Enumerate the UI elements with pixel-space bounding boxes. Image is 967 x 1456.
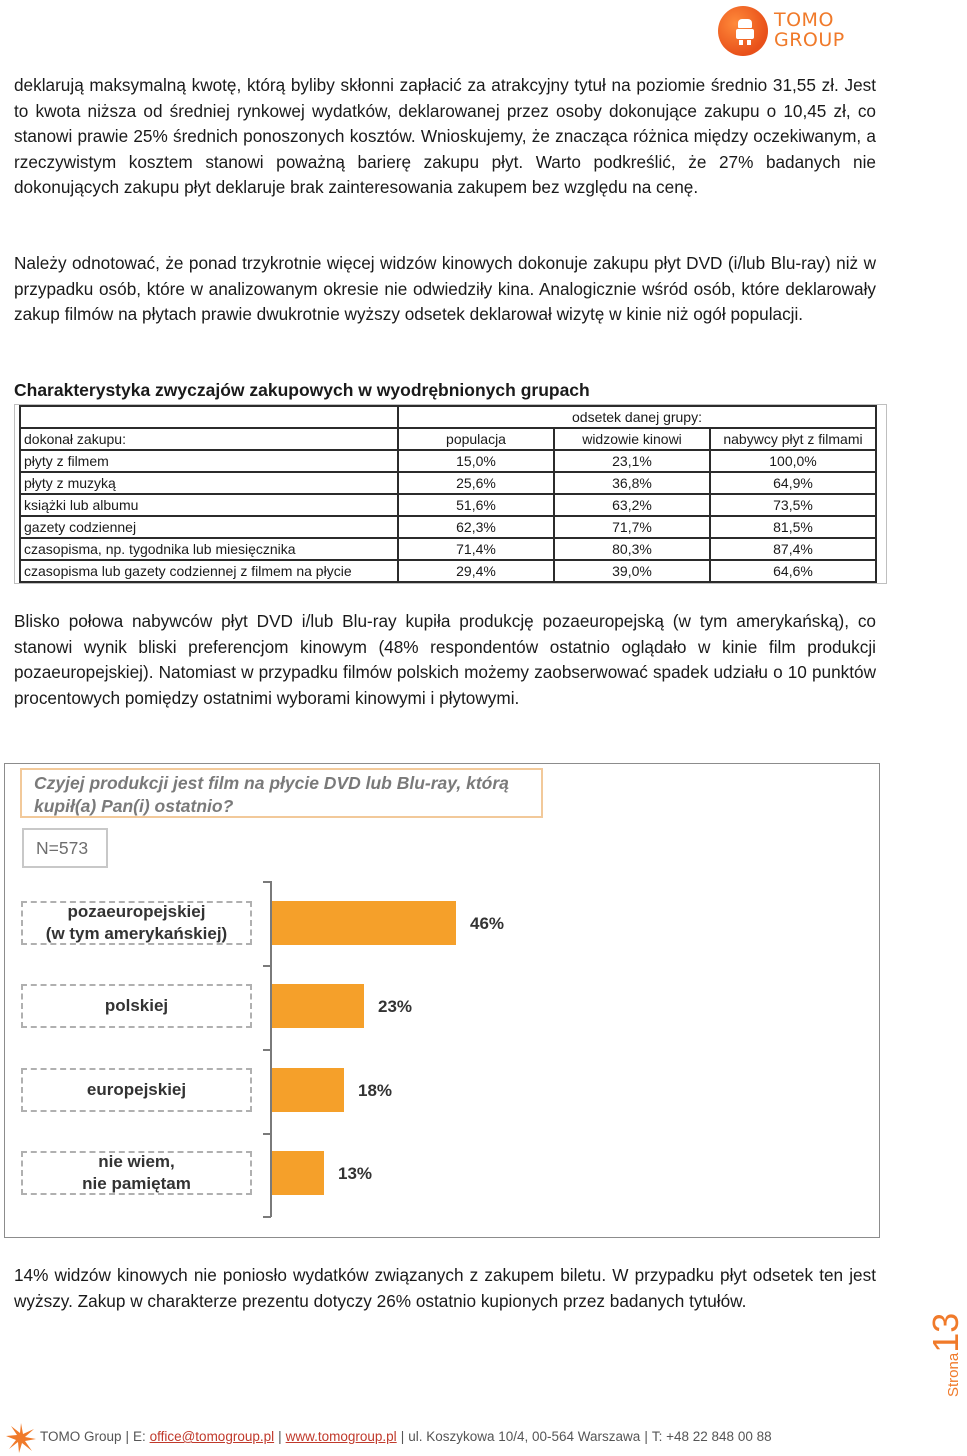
- table-cell-value: 63,2%: [554, 494, 710, 516]
- chart-axis-tick: [263, 1216, 271, 1218]
- footer-phone-label: T:: [651, 1429, 663, 1444]
- chart-category-line: nie wiem,: [98, 1152, 175, 1171]
- paragraph-gift-purchases: 14% widzów kinowych nie poniosło wydatków związanych z zakupem biletu. W przypadku płyt odsetek ten jest wyższy. Zakup w charakterze prezentu dotyczy 26% ostatnio kupionych przez badanych tytułów.: [14, 1265, 876, 1311]
- footer-contact: TOMO Group | E: office@tomogroup.pl | www.tomogroup.pl | ul. Koszykowa 10/4, 00-564 Warszawa | T: +48 22 848 00 88: [40, 1429, 772, 1444]
- table-row: [20, 560, 876, 582]
- chart-category-line: (w tym amerykańskiej): [45, 924, 228, 943]
- table-cell-value: 29,4%: [398, 560, 554, 582]
- table-row: [20, 472, 876, 494]
- logo-circle-icon: [718, 6, 768, 56]
- paragraph-price-declaration: deklarują maksymalną kwotę, którą byliby skłonni zapłacić za atrakcyjny tytuł na poziomie średnio 31,55 zł. Jest to kwota niższa od średniej rynkowej wydatków, deklarowanej przez osoby dokonujące zakupu o 10,45 zł, co stanowi prawie 25% średnich ponoszonych kosztów. Wnioskujemy, że znacząca różnica między oczekiwanym, a rzeczywistym kosztem stanowi poważną barierę zakupu płyt. Warto podkreślić, że 27% badanych nie dokonujących zakupu płyt deklaruje brak zainteresowania zakupem bez względu na cenę.: [14, 75, 876, 198]
- table-row: [20, 516, 876, 538]
- chart-category-line: pozaeuropejskiej: [67, 902, 206, 921]
- table-cell-value: 62,3%: [398, 516, 554, 538]
- table-cell-label: gazety codziennej: [20, 516, 398, 538]
- tomo-group-logo: [716, 4, 876, 58]
- table-col-header-disc-buyers: nabywcy płyt z filmami: [710, 428, 876, 450]
- footer-website-link[interactable]: www.tomogroup.pl: [285, 1429, 397, 1444]
- page-number-value: 13: [925, 1312, 966, 1353]
- logo-text: [774, 10, 845, 50]
- table-cell-value: 71,4%: [398, 538, 554, 560]
- logo-text-line1: TOMO: [774, 9, 834, 31]
- footer-phone: +48 22 848 00 88: [666, 1429, 772, 1444]
- footer-address: ul. Koszykowa 10/4, 00-564 Warszawa: [408, 1429, 641, 1444]
- chart-axis-tick: [263, 1133, 271, 1135]
- chart-axis-tick: [263, 965, 271, 967]
- table-header-empty: [20, 406, 398, 428]
- habits-table: [19, 405, 877, 583]
- logo-text-line2: GROUP: [774, 29, 845, 51]
- table-header-row: [20, 428, 876, 450]
- chart-sample-size: N=573: [22, 828, 108, 868]
- paragraph-cinema-viewers: Należy odnotować, że ponad trzykrotnie więcej widzów kinowych dokonuje zakupu płyt DVD (i/lub Blu-ray) niż w przypadku osób, które w analizowanym okresie nie odwiedziły kina. Analogicznie wśród osób, które deklarowały zakup filmów na płytach prawie dwukrotnie wyższy odsetek deklarował wizytę w kinie niż ogół populacji.: [14, 253, 876, 325]
- table-cell-value: 87,4%: [710, 538, 876, 560]
- starburst-icon: [6, 1423, 36, 1453]
- table-cell-label: czasopisma lub gazety codziennej z filmem na płycie: [20, 560, 398, 582]
- chart-data-label: 13%: [338, 1164, 373, 1183]
- robot-icon: [735, 19, 755, 45]
- table-col-header-population: populacja: [398, 428, 554, 450]
- chart-data-label: 18%: [358, 1081, 393, 1100]
- chart-category-label: [21, 901, 252, 945]
- chart-bar: [272, 1151, 324, 1195]
- chart-category-label: [21, 1151, 252, 1195]
- table-cell-value: 36,8%: [554, 472, 710, 494]
- chart-question-title: Czyjej produkcji jest film na płycie DVD lub Blu-ray, którą kupił(a) Pan(i) ostatnio?: [20, 768, 543, 818]
- table-row: [20, 538, 876, 560]
- chart-data-label: 46%: [470, 914, 505, 933]
- table-cell-value: 64,6%: [710, 560, 876, 582]
- table-row: [20, 450, 876, 472]
- table-cell-value: 25,6%: [398, 472, 554, 494]
- chart-category-label: [21, 984, 252, 1028]
- habits-table-frame: [14, 404, 887, 584]
- chart-axis-tick: [263, 881, 271, 883]
- table-cell-value: 81,5%: [710, 516, 876, 538]
- paragraph-production-origin: Blisko połowa nabywców płyt DVD i/lub Blu-ray kupiła produkcję pozaeuropejską (w tym amerykańską), co stanowi wynik bliski preferencjom kinowym (48% respondentów ostatnio oglądało w kinie film produkcji pozaeuropejskiej). Natomiast w przypadku filmów polskich możemy zaobserwować spadek udziału o 10 punktów procentowych pomiędzy ostatnimi wyborami kinowymi i płytowymi.: [14, 611, 876, 708]
- table-col-header-cinema-viewers: widzowie kinowi: [554, 428, 710, 450]
- table-cell-value: 64,9%: [710, 472, 876, 494]
- chart-category-line: nie pamiętam: [82, 1174, 191, 1193]
- table-cell-value: 73,5%: [710, 494, 876, 516]
- footer-email-link[interactable]: office@tomogroup.pl: [149, 1429, 275, 1444]
- chart-category-line: polskiej: [104, 996, 169, 1015]
- table-group-header: odsetek danej grupy:: [398, 406, 876, 428]
- chart-bar: [272, 1068, 344, 1112]
- page-number-label: Strona: [945, 1352, 962, 1397]
- table-cell-label: czasopisma, np. tygodnika lub miesięcznika: [20, 538, 398, 560]
- table-cell-value: 23,1%: [554, 450, 710, 472]
- footer: [0, 1421, 960, 1456]
- page-number: [925, 1305, 965, 1405]
- chart-bar: [272, 984, 364, 1028]
- footer-company: TOMO Group: [40, 1429, 122, 1444]
- chart-category-line: europejskiej: [86, 1080, 187, 1099]
- table-cell-value: 15,0%: [398, 450, 554, 472]
- table-cell-value: 71,7%: [554, 516, 710, 538]
- section-title: Charakterystyka zwyczajów zakupowych w wyodrębnionych grupach: [14, 380, 590, 400]
- table-cell-label: płyty z filmem: [20, 450, 398, 472]
- table-cell-value: 39,0%: [554, 560, 710, 582]
- footer-email-label: E:: [133, 1429, 146, 1444]
- chart-data-label: 23%: [378, 997, 413, 1016]
- table-cell-value: 80,3%: [554, 538, 710, 560]
- chart-category-label: [21, 1068, 252, 1112]
- table-cell-value: 100,0%: [710, 450, 876, 472]
- table-cell-label: książki lub albumu: [20, 494, 398, 516]
- table-col-header-purchase: dokonał zakupu:: [20, 428, 398, 450]
- table-cell-value: 51,6%: [398, 494, 554, 516]
- chart-axis-tick: [263, 1049, 271, 1051]
- table-cell-label: płyty z muzyką: [20, 472, 398, 494]
- chart-bar: [272, 901, 456, 945]
- table-row: [20, 494, 876, 516]
